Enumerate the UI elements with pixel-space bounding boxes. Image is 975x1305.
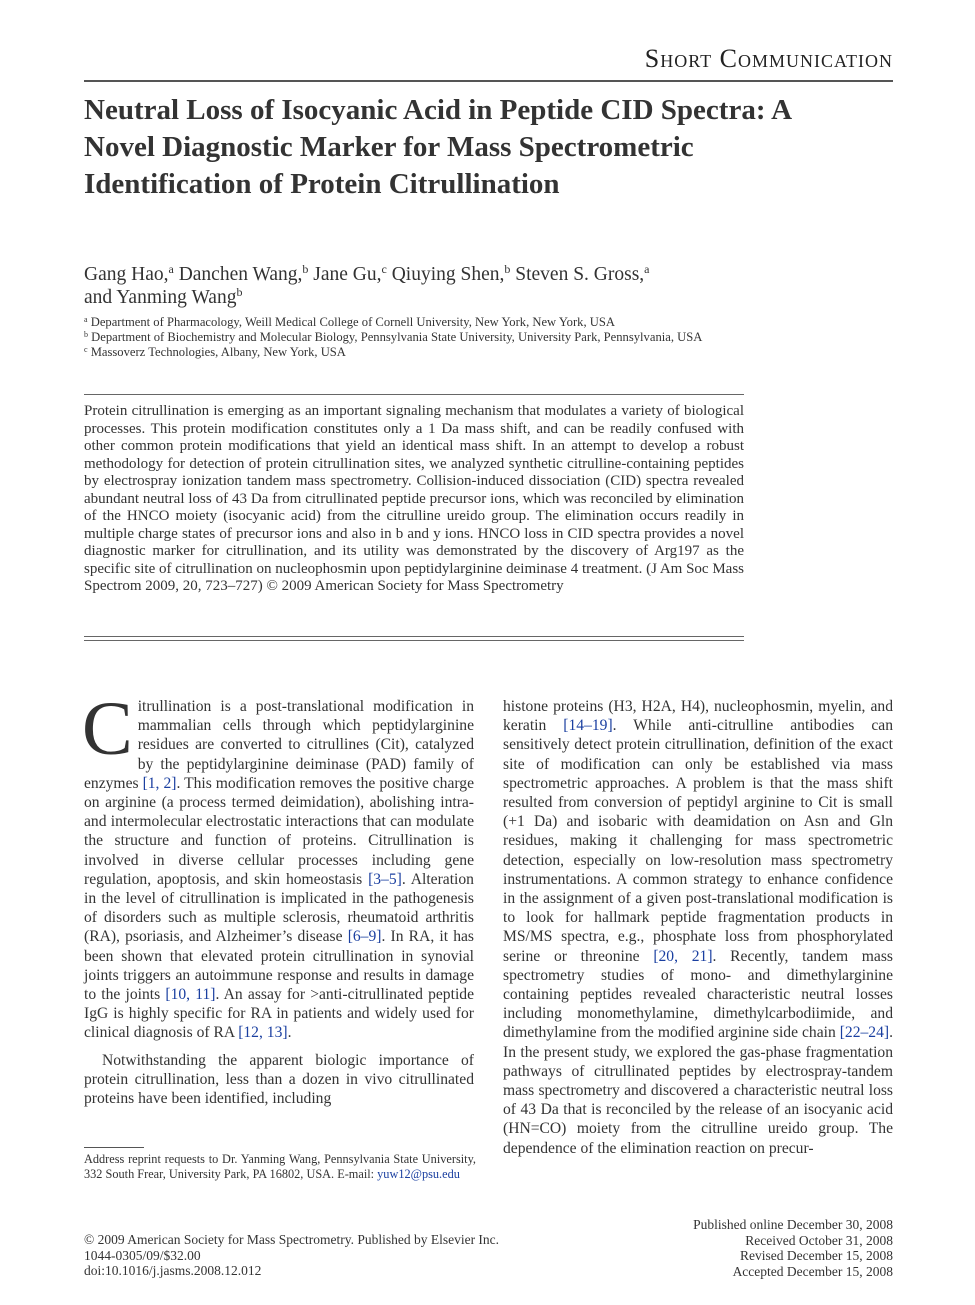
article-history — [693, 1217, 893, 1279]
body-paragraph — [503, 697, 893, 1158]
author-affil-mark: b — [504, 262, 511, 276]
body-text: itrullination is a post-translational modification in mammalian cells through which peptidylarginine residues are converted to citrullines (Cit), catalyzed by the peptidylarginine deiminase (PAD) family of enzymes — [84, 698, 474, 792]
article-title: Neutral Loss of Isocyanic Acid in Peptide CID Spectra: A Novel Diagnostic Marker for Mass Spectrometric Identification of Protein Citrullination — [84, 94, 791, 200]
affiliation — [84, 330, 724, 345]
body-text: . In RA, it has been shown that elevated protein citrullination in synovial joints triggers an autoimmune response and results in damage to the joints — [84, 928, 474, 1004]
body-text: . An assay for >anti-citrullinated peptide IgG is highly specific for RA in patients and widely used for clinical diagnosis of RA — [84, 986, 474, 1042]
affiliation — [84, 345, 724, 360]
citation-link[interactable]: [1, 2] — [142, 774, 177, 792]
author-name: Jane Gu, — [313, 264, 382, 285]
affiliation-list — [84, 315, 724, 360]
revised-date: Revised December 15, 2008 — [740, 1248, 893, 1263]
correspondence-footnote — [84, 1152, 476, 1182]
body-column-right — [503, 697, 893, 1158]
abstract-bottom-rule-2 — [84, 640, 744, 641]
drop-cap: C — [82, 687, 133, 771]
affiliation-mark: c — [84, 345, 88, 354]
body-paragraph: Notwithstanding the apparent biologic importance of protein citrullination, less than a dozen in vivo citrullinated proteins have been identified, including — [84, 1051, 474, 1108]
citation-link[interactable]: [6–9] — [347, 928, 382, 946]
author-name: Gang Hao, — [84, 264, 169, 285]
citation-link[interactable]: [10, 11] — [165, 986, 216, 1004]
issn-line: 1044-0305/09/$32.00 — [84, 1247, 201, 1263]
author-affil-mark: a — [168, 262, 174, 276]
affiliation — [84, 315, 724, 330]
email-link[interactable]: yuw12@psu.edu — [377, 1167, 460, 1181]
abstract-bottom-rule — [84, 636, 744, 637]
published-date: Published online December 30, 2008 — [693, 1217, 893, 1232]
affiliation-text: Massoverz Technologies, Albany, New York, USA — [90, 345, 346, 359]
footnote-text: Address reprint requests to Dr. Yanming Wang, Pennsylvania State University, 332 South Frear, University Park, PA 16802, USA. E-mail: — [84, 1152, 476, 1181]
publication-info — [84, 1232, 499, 1279]
citation-link[interactable]: [3–5] — [368, 870, 402, 888]
affiliation-text: Department of Biochemistry and Molecular Biology, Pennsylvania State University, University Park, Pennsylvania, USA — [91, 330, 703, 344]
body-text: . Recently, tandem mass spectrometry studies of mono- and dimethylarginine containing peptides revealed characteristic neutral losses including monomethylamine, dimethylcarbodiimide, and dimethylamine from the modified arginine side chain — [503, 947, 893, 1042]
author-name: Qiuying Shen, — [391, 264, 505, 285]
body-column-left — [82, 687, 474, 1108]
section-label: Short Communication — [644, 44, 893, 73]
citation-link[interactable]: [14–19] — [563, 717, 613, 735]
author-affil-mark: c — [381, 262, 387, 276]
received-date: Received October 31, 2008 — [745, 1232, 893, 1248]
author-affil-mark: b — [236, 285, 243, 299]
affiliation-text: Department of Pharmacology, Weill Medical College of Cornell University, New York, New York, USA — [90, 315, 615, 329]
body-text: . — [287, 1024, 292, 1042]
header-rule — [84, 80, 893, 82]
citation-link[interactable]: [12, 13] — [238, 1024, 288, 1042]
affiliation-mark: b — [84, 330, 88, 339]
body-paragraph — [82, 687, 474, 1043]
affiliation-mark: a — [84, 315, 88, 324]
body-text: . In the present study, we explored the gas-phase fragmentation pathways of citrullinated peptides by electrospray-tandem mass spectrometry and discovered a characteristic neutral loss of 43 Da that is reconciled by the release of an isocyanic acid (HN=CO) moiety from the citrulline ureido group. The dependence of the elimination reaction on precur- — [503, 1024, 893, 1157]
abstract-top-rule — [84, 394, 744, 395]
author-name: and Yanming Wang — [84, 287, 237, 308]
body-text: histone proteins (H3, H2A, H4), nucleophosmin, myelin, and keratin — [503, 698, 893, 735]
citation-link[interactable]: [22–24] — [839, 1024, 890, 1042]
copyright-line: © 2009 American Society for Mass Spectrometry. Published by Elsevier Inc. — [84, 1232, 500, 1247]
author-name: Danchen Wang, — [178, 264, 303, 285]
author-list — [84, 263, 804, 309]
body-text: . Alteration in the level of citrullination is implicated in the pathogenesis of disorders such as multiple sclerosis, rheumatoid arthritis (RA), psoriasis, and Alzheimer’s disease — [84, 870, 474, 946]
footnote-rule — [84, 1147, 144, 1148]
body-text: . While anti-citrulline antibodies can sensitively detect protein citrullination, definition of the exact site of modification can only be established via mass spectrometric approaches. A problem is that the mass shift resulted from conversion of peptidyl arginine to Cit is small (+1 Da) and isobaric with deamidation on Asn and Gln residues, making it challenging for mass spectrometric detection, especially on low-resolution mass spectrometry instrumentations. A common strategy to enhance confidence in the assignment of a given post-translational modification is to look for hallmark peptide fragmentation products in MS/MS spectra, e.g., phosphate loss from phosphorylated serine or threonine — [503, 717, 893, 965]
citation-link[interactable]: [20, 21] — [653, 947, 713, 965]
author-name: Steven S. Gross, — [515, 264, 645, 285]
body-text: . This modification removes the positive charge on arginine (a process termed deimidation), abolishing intra- and intermolecular electrostatic interactions that can modulate the structure and function of proteins. Citrullination is involved in diverse cellular processes including gene regulation, apoptosis, and skin homeostasis — [84, 774, 474, 888]
doi-line: doi:10.1016/j.jasms.2008.12.012 — [84, 1263, 262, 1278]
author-affil-mark: a — [644, 262, 650, 276]
author-affil-mark: b — [302, 262, 309, 276]
accepted-date: Accepted December 15, 2008 — [732, 1263, 893, 1279]
abstract: Protein citrullination is emerging as an important signaling mechanism that modulates a variety of biological processes. This protein modification constitutes only a 1 Da mass shift, and can be readily confused with other common protein modifications that yield an identical mass shift. In an attempt to develop a robust methodology for detection of protein citrullination sites, we analyzed synthetic citrulline-containing peptides by electrospray ionization tandem mass spectrometry. Collision-induced dissociation (CID) spectra revealed abundant neutral loss of 43 Da from citrullinated peptide precursor ions, which was reconciled by elimination of the HNCO moiety (isocyanic acid) from the citrulline ureido group. The elimination occurs readily in multiple charge states of precursor ions and also in b and y ions. HNCO loss in CID spectra provides a novel diagnostic marker for citrullination, and its utility was demonstrated by the discovery of Arg197 as the specific site of citrullination on nucleophosmin upon peptidylarginine deiminase 4 treatment. (J Am Soc Mass Spectrom 2009, 20, 723–727) © 2009 American Society for Mass Spectrometry — [84, 403, 745, 594]
